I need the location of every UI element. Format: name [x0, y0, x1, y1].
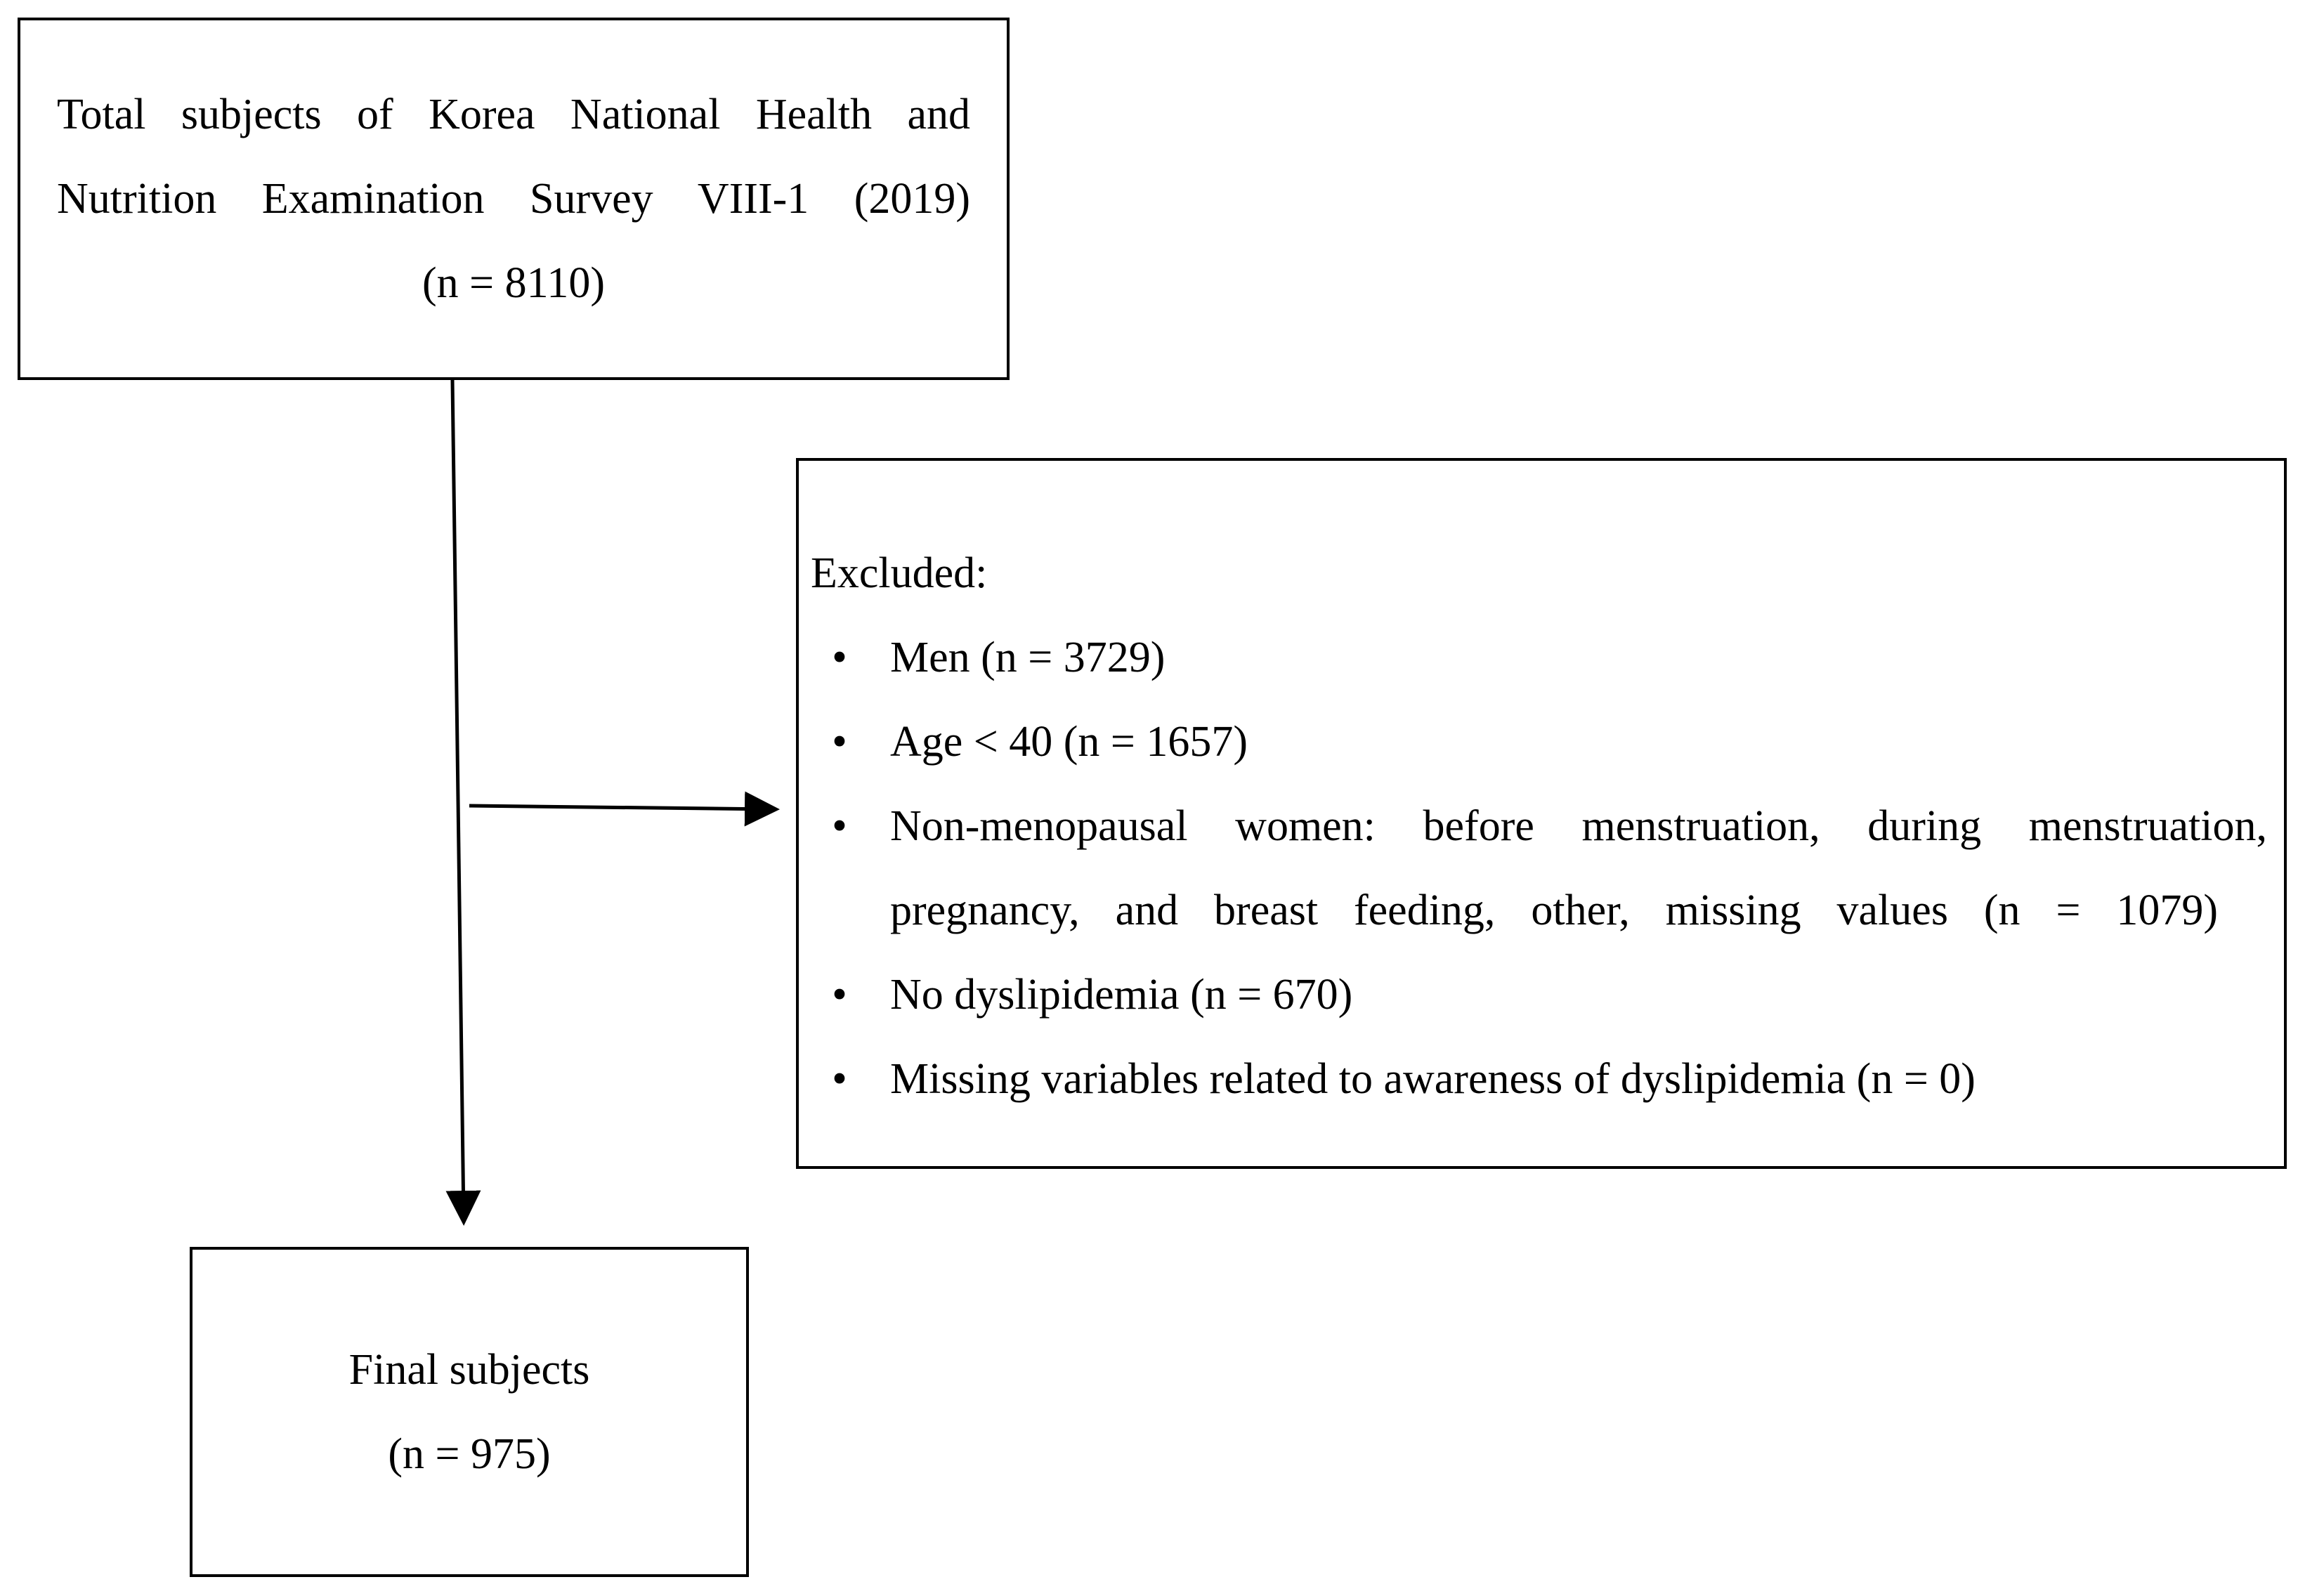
- bullet-icon: •: [832, 971, 847, 1019]
- total-subjects-line-2: Nutrition Examination Survey VIII-1 (2019): [57, 175, 970, 223]
- final-subjects-label: Final subjects: [348, 1346, 590, 1394]
- bullet-icon: •: [832, 634, 847, 681]
- main-flow-arrow: [452, 380, 464, 1219]
- exclusion-item-label-line-1: Non-menopausal women: before menstruation, during menstruation,: [890, 802, 2267, 850]
- exclusion-branch-arrow: [469, 806, 773, 809]
- exclusion-item-label: No dyslipidemia (n = 670): [890, 971, 1353, 1019]
- exclusion-item-label-line-2: pregnancy, and breast feeding, other, missing values (n = 1079): [890, 887, 2218, 934]
- final-subjects-box: [190, 1247, 749, 1577]
- bullet-icon: •: [832, 802, 847, 850]
- excluded-heading: Excluded:: [811, 549, 988, 597]
- total-subjects-line-1: Total subjects of Korea National Health and: [57, 91, 970, 138]
- bullet-icon: •: [832, 1055, 847, 1103]
- total-subjects-box: [18, 18, 1010, 380]
- exclusion-item-label: Men (n = 3729): [890, 634, 1166, 681]
- exclusion-item-label: Missing variables related to awareness of dyslipidemia (n = 0): [890, 1055, 1976, 1103]
- final-subjects-count: (n = 975): [388, 1430, 551, 1478]
- total-subjects-count: (n = 8110): [422, 259, 605, 307]
- excluded-box: [796, 458, 2287, 1169]
- exclusion-item-label: Age < 40 (n = 1657): [890, 718, 1248, 766]
- bullet-icon: •: [832, 718, 847, 766]
